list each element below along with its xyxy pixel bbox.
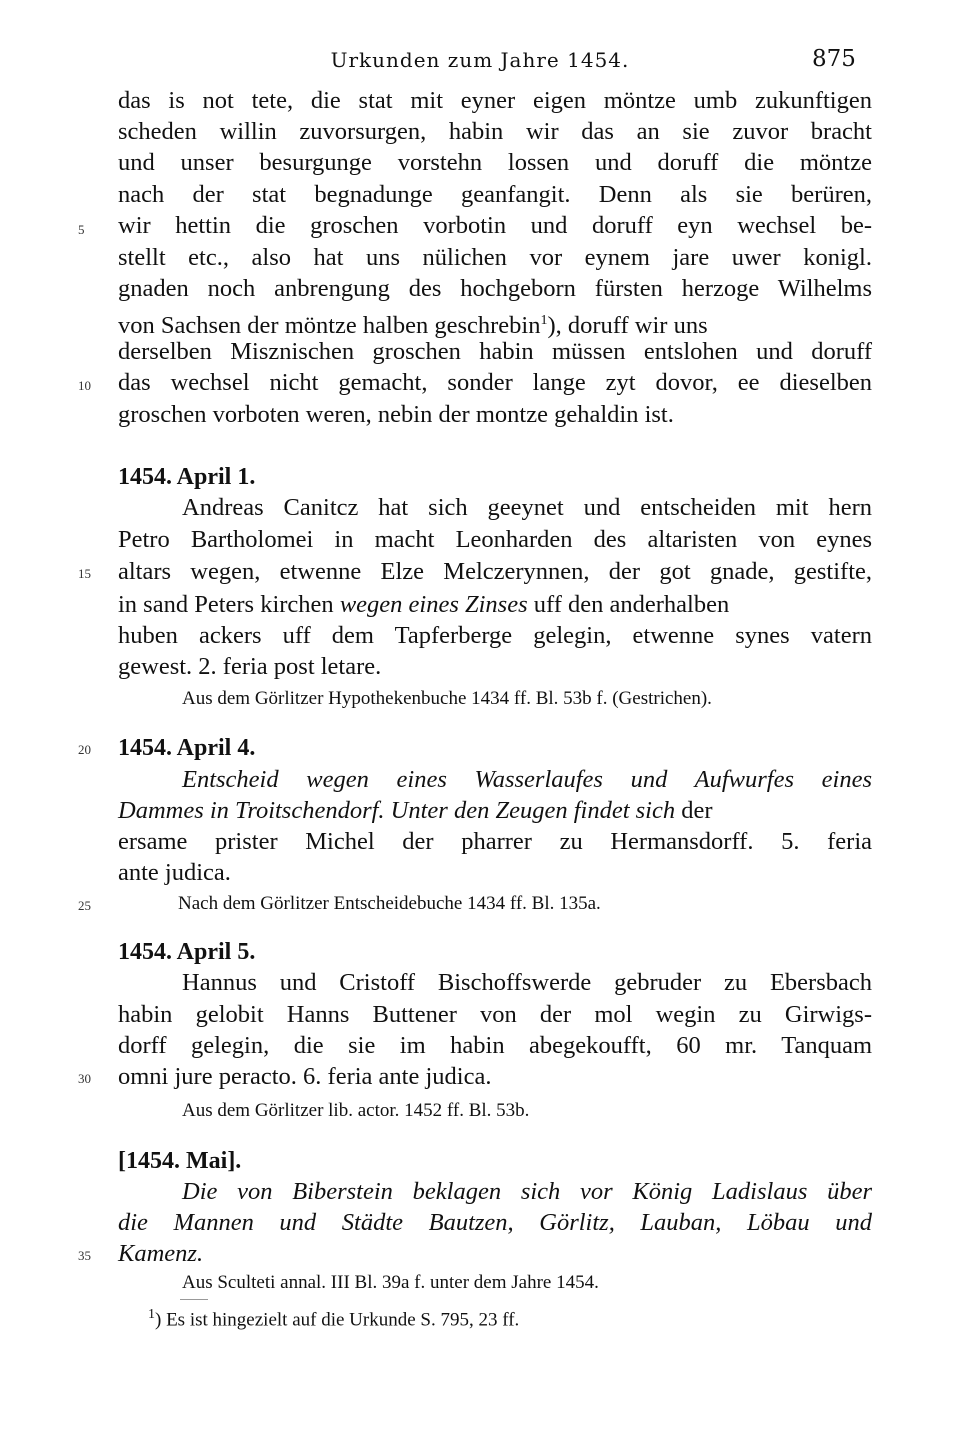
line-number: 30 [78, 1071, 91, 1086]
text-segment: der [675, 797, 713, 824]
line-number: 10 [78, 378, 91, 393]
running-header: Urkunden zum Jahre 1454. [330, 48, 630, 72]
italic-segment: wegen eines Zinses [339, 591, 528, 618]
footnote [148, 1307, 519, 1331]
text-line: das wechsel nicht gemacht, sonder lange zyt dovor, ee dieselben [118, 369, 872, 396]
text-line: ersame prister Michel der pharrer zu Hermansdorff. 5. feria [118, 828, 872, 855]
text-line: habin gelobit Hanns Buttener von der mol wegin zu Girwigs- [118, 1001, 872, 1028]
line-number: 20 [78, 742, 91, 757]
text-line: huben ackers uff dem Tapferberge gelegin, etwenne synes vatern [118, 622, 872, 649]
entry-heading: 1454. April 5. [118, 939, 256, 965]
line-number: 25 [78, 898, 91, 913]
text-segment: in sand Peters kirchen [118, 591, 340, 618]
footnote-mark: 1 [148, 1307, 155, 1322]
footnote-text: ) Es ist hingezielt auf die Urkunde S. 795, 23 ff. [155, 1309, 520, 1331]
source-citation: Aus dem Görlitzer lib. actor. 1452 ff. Bl. 53b. [182, 1100, 530, 1121]
footnote-rule [180, 1299, 208, 1300]
text-line: und unser besurgunge vorstehn lossen und doruff die möntze [118, 149, 872, 176]
text-segment: ), doruff wir uns [547, 312, 708, 340]
text-line [118, 590, 872, 620]
text-segment: uff den anderhalben [527, 591, 730, 618]
text-line: scheden willin zuvorsurgen, habin wir das an sie zuvor bracht [118, 118, 872, 145]
text-line: Petro Bartholomei in macht Leonharden des altaristen von eynes [118, 526, 872, 553]
italic-segment: Dammes in Troitschendorf. Unter den Zeugen findet sich [118, 797, 676, 824]
text-line: gewest. 2. feria post letare. [118, 653, 382, 680]
text-segment: von Sachsen der möntze halben geschrebin [118, 312, 541, 340]
text-line: groschen vorboten weren, nebin der montze gehaldin ist. [118, 401, 674, 428]
page-number: 875 [812, 46, 856, 72]
source-citation: Aus Sculteti annal. III Bl. 39a f. unter dem Jahre 1454. [182, 1272, 599, 1293]
line-number: 35 [78, 1248, 91, 1263]
line-number: 15 [78, 566, 91, 581]
source-citation: Aus dem Görlitzer Hypothekenbuche 1434 ff. Bl. 53b f. (Gestrichen). [182, 688, 712, 709]
entry-heading: 1454. April 1. [118, 464, 256, 490]
footnote-reference: 1 [540, 313, 548, 328]
text-line: wir hettin die groschen vorbotin und doruff eyn wechsel be- [118, 212, 872, 239]
entry-heading: [1454. Mai]. [118, 1148, 242, 1174]
text-line: Andreas Canitcz hat sich geeynet und entscheiden mit hern [182, 494, 872, 521]
text-line: Kamenz. [118, 1240, 204, 1267]
text-line: ante judica. [118, 859, 231, 886]
text-line: derselben Misznischen groschen habin müssen entslohen und doruff [118, 338, 872, 365]
text-line [118, 306, 872, 341]
text-line: gnaden noch anbrengung des hochgeborn fürsten herzoge Wilhelms [118, 275, 872, 302]
text-line: die Mannen und Städte Bautzen, Görlitz, Lauban, Löbau und [118, 1209, 872, 1236]
text-line: nach der stat begnadunge geanfangit. Denn als sie berüren, [118, 181, 872, 208]
text-line: Entscheid wegen eines Wasserlaufes und Aufwurfes eines [182, 766, 872, 793]
line-number: 5 [78, 222, 85, 237]
text-line: Hannus und Cristoff Bischoffswerde gebruder zu Ebersbach [182, 969, 872, 996]
source-citation: Nach dem Görlitzer Entscheidebuche 1434 ff. Bl. 135a. [178, 893, 601, 914]
text-line: das is not tete, die stat mit eyner eigen möntze umb zukunftigen [118, 87, 872, 114]
text-line: omni jure peracto. 6. feria ante judica. [118, 1063, 492, 1090]
text-line [118, 796, 872, 826]
text-line: stellt etc., also hat uns nülichen vor eynem jare uwer konigl. [118, 244, 872, 271]
entry-heading: 1454. April 4. [118, 735, 256, 761]
text-line: altars wegen, etwenne Elze Melczerynnen, der got gnade, gestifte, [118, 558, 872, 585]
text-line: dorff gelegin, die sie im habin abegekoufft, 60 mr. Tanquam [118, 1032, 872, 1059]
text-line: Die von Biberstein beklagen sich vor König Ladislaus über [182, 1178, 872, 1205]
